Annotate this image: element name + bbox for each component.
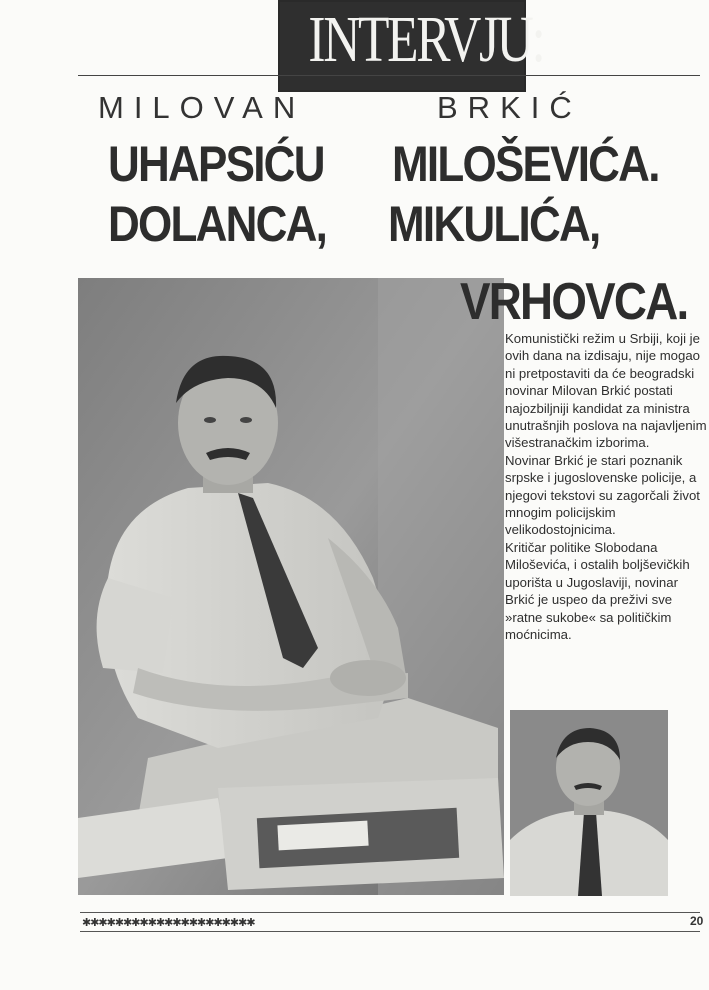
footer-rule-top [80, 912, 700, 913]
headline-line1-a: UHAPSIĆU [108, 136, 324, 192]
footer-rule-bottom [80, 931, 700, 932]
portrait-illustration [78, 278, 504, 895]
top-rule [78, 75, 700, 76]
lead-paragraph-2: Novinar Brkić je stari poznanik srpske i jugoslovenske policije, a njegovi tekstovi su zagorčali život mnogim policijskim velikodostojnicima. [505, 452, 700, 538]
headline-line3: VRHOVCA. [460, 273, 688, 331]
article-lead-text [505, 330, 708, 643]
inset-portrait-illustration [510, 710, 668, 896]
page-number: 20 [690, 914, 704, 928]
main-photo [78, 278, 504, 895]
section-label: INTERVJU: [308, 3, 544, 76]
kicker-last-name: BRKIĆ [437, 90, 582, 125]
inset-photo [510, 710, 668, 896]
kicker-first-name: MILOVAN [98, 90, 306, 125]
headline-line1-b: MILOŠEVIĆA. [392, 136, 659, 192]
lead-paragraph-3: Kritičar politike Slobodana Miloševića, i ostalih boljševičkih uporišta u Jugoslaviji, novinar Brkić je uspeo da preživi sve »ratne sukobe« sa političkim moćnicima. [505, 539, 690, 642]
headline-line2-a: DOLANCA, [108, 196, 327, 252]
footer-star-ornament: ✱✱✱✱✱✱✱✱✱✱✱✱✱✱✱✱✱✱✱✱✱ [82, 917, 255, 929]
lead-paragraph-1: Komunistički režim u Srbiji, koji je ovih dana na izdisaju, nije mogao ni pretpostaviti da će beogradski novinar Milovan Brkić postati najozbiljniji kandidat za ministra unutrašnjih poslova na najavljenim višestranačkim izborima. [505, 331, 707, 451]
headline-line2-b: MIKULIĆA, [388, 196, 600, 252]
